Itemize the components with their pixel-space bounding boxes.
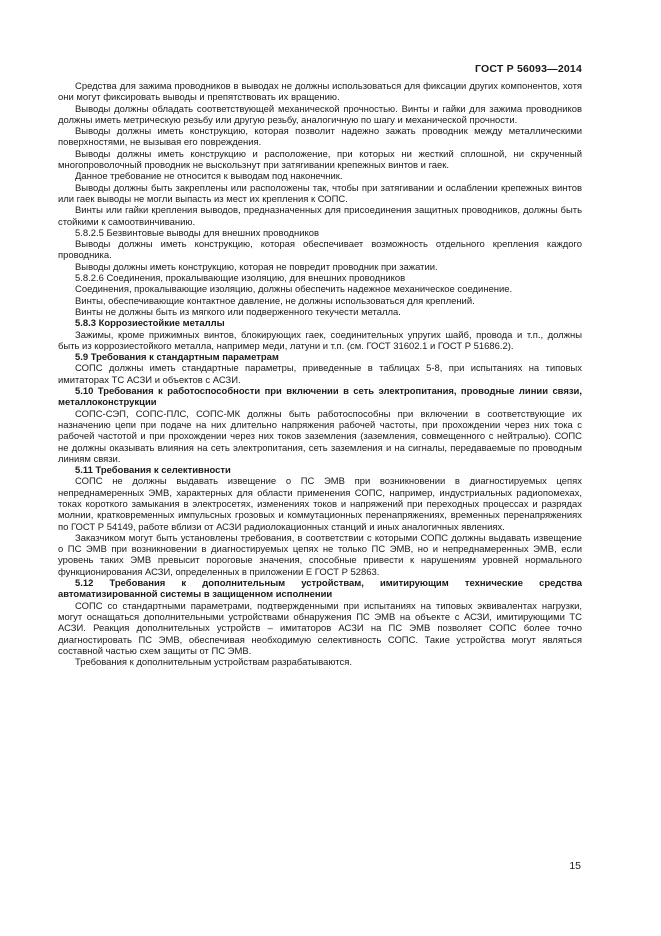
paragraph: Средства для зажима проводников в выводах не должны использоваться для фиксации других компонентов, хотя они могут фиксировать выводы и препятствовать их вращению.: [58, 81, 582, 104]
paragraph: Выводы должны иметь конструкцию, которая не повредит проводник при зажатии.: [75, 261, 438, 273]
paragraph: Данное требование не относится к выводам под наконечник.: [75, 171, 343, 183]
paragraph: Выводы должны иметь конструкцию и расположение, при которых ни жесткий сплошной, ни скрученный многопроволочный проводник не выскользнут при затягивании крепежных винтов и гаек.: [58, 148, 582, 172]
paragraph: Выводы должны обладать соответствующей механической прочностью. Винты и гайки для зажима проводников должны иметь метрическую резьбу или другую резьбу, аналогичную по шагу и механической прочности.: [58, 103, 582, 126]
paragraph: Соединения, прокалывающие изоляцию, должны обеспечить надежное механическое соединение.: [75, 284, 513, 296]
document-body: [58, 81, 582, 668]
paragraph: 5.8.2.5 Безвинтовые выводы для внешних проводников: [75, 227, 319, 239]
paragraph: СОПС не должны выдавать извещение о ПС ЭМВ при возникновении в диагностируемых цепях непреднамеренных ЭМВ, характерных для области применения СОПС, например, индустриальных радиопомехах, токах короткого замыкания в электросетях, изменениях токов и напряжений при переходных процессах и разрядах молнии, кратковременных импульсных грозовых и коммутационных перенапряжениях, временных перенапряжениях по ГОСТ Р 54149, работе вблизи от АСЗИ радиолокационных станций и иных аналогичных явлениях.: [58, 476, 582, 533]
section-heading: 5.9 Требования к стандартным параметрам: [75, 352, 279, 364]
section-heading: 5.11 Требования к селективности: [75, 465, 231, 477]
paragraph: Заказчиком могут быть установлены требования, в соответствии с которыми СОПС должны выдавать извещение о ПС ЭМВ при возникновении в диагностируемых цепях не только ПС ЭМВ, но и непреднамеренных ЭМВ, если уровень таких ЭМВ превысит пороговые значения, способные привести к нарушениям уровней нормального функционирования АСЗИ, определенных в приложении Е ГОСТ Р 52863.: [58, 532, 582, 578]
section-heading: 5.12 Требования к дополнительным устройствам, имитирующим технические средства автоматизированной системы в защищенном исполнении: [58, 578, 582, 601]
document-header: ГОСТ Р 56093—2014: [474, 63, 582, 75]
paragraph: Выводы должны иметь конструкцию, которая позволит надежно зажать проводник между металлическими поверхностями, не вызывая его повреждения.: [58, 126, 582, 149]
paragraph: СОПС должны иметь стандартные параметры, приведенные в таблицах 5-8, при испытаниях на типовых имитаторах ТС АСЗИ и объектов с АСЗИ.: [58, 363, 582, 386]
page-number: 15: [569, 860, 581, 872]
paragraph: Выводы должны иметь конструкцию, которая обеспечивает возможность отдельного крепления каждого проводника.: [58, 239, 582, 262]
paragraph: Винты или гайки крепления выводов, предназначенных для присоединения защитных проводников, должны быть стойкими к самоотвинчиванию.: [58, 205, 582, 228]
paragraph: 5.8.2.6 Соединения, прокалывающие изоляцию, для внешних проводников: [75, 273, 406, 285]
paragraph: СОПС со стандартными параметрами, подтвержденными при испытаниях на типовых эквивалентах нагрузки, могут оснащаться дополнительными устройствами обнаружения ПС ЭМВ на объекте с АСЗИ, имитирующими ТС АСЗИ. Реакция дополнительных устройств – имитаторов АСЗИ на ПС ЭМВ позволяет СОПС более точно диагностировать ПС ЭМВ, обеспечивая необходимую селективность СОПС. Такие устройства могут являться составной частью схем защиты от ПС ЭМВ.: [58, 600, 582, 657]
section-heading: 5.10 Требования к работоспособности при включении в сеть электропитания, проводные линии связи, металлоконструкции: [58, 386, 582, 409]
paragraph: Выводы должны быть закреплены или расположены так, чтобы при затягивании и ослаблении крепежных винтов или гаек выводы не могли выпасть из мест их крепления к СОПС.: [58, 182, 582, 205]
section-heading: 5.8.3 Коррозиестойкие металлы: [75, 318, 225, 330]
paragraph: СОПС-СЭП, СОПС-ПЛС, СОПС-МК должны быть работоспособны при включении в соответствующие их назначению цепи при подаче на них длительно напряжения рабочей частоты, при прохождении через них тока с рабочей частотой и при прохождении через них токов заземления (заземления, совмещенного с нейтралью). СОПС не должны оказывать влияния на сеть электропитания, сеть заземления и на сигналы, передаваемые по проводным линиям связи.: [58, 408, 582, 465]
paragraph: Винты не должны быть из мягкого или подверженного текучести металла.: [75, 306, 401, 318]
paragraph: Требования к дополнительным устройствам разрабатываются.: [75, 657, 352, 669]
paragraph: Винты, обеспечивающие контактное давление, не должны использоваться для креплений.: [75, 295, 475, 307]
paragraph: Зажимы, кроме прижимных винтов, блокирующих гаек, соединительных упругих шайб, провода и т.п., должны быть из коррозиестойкого металла, например меди, латуни и т.п. (см. ГОСТ 31602.1 и ГОСТ Р 51686.2).: [58, 329, 582, 352]
